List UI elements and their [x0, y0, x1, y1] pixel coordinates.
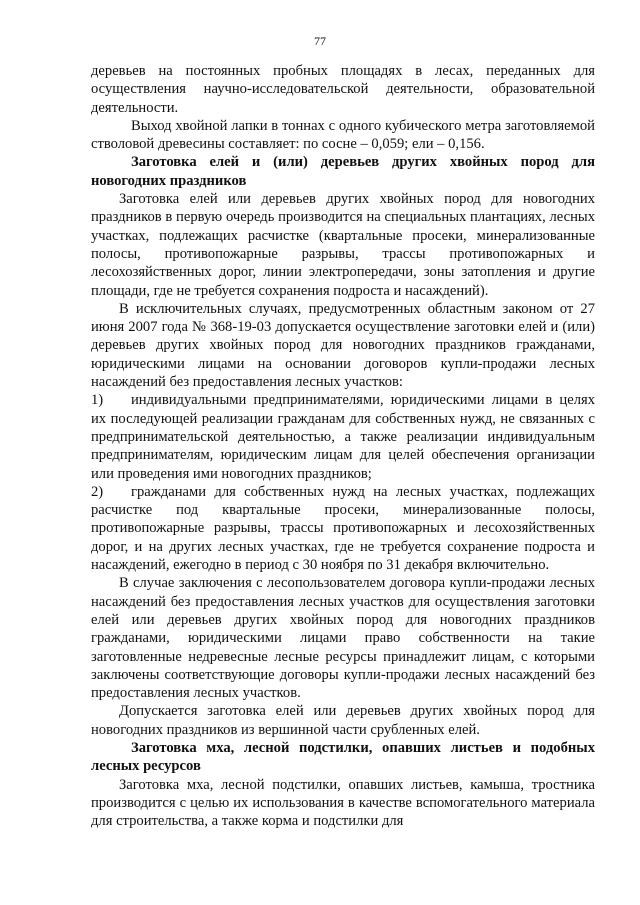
- list-item-text: гражданами для собственных нужд на лесных участках, подлежащих расчистке под квартальные просеки, минерализованные полосы, противопожарные разрывы, трассы противопожарных и лесохозяйственных дорог, и на других лесных участках, где не требуется сохранение подроста и насаждений, ежегодно в период с 30 ноября по 31 декабря включительно.: [91, 483, 595, 574]
- paragraph: Заготовка мха, лесной подстилки, опавших листьев, камыша, тростника производится с целью их использования в качестве вспомогательного материала для строительства, а также корма и подстилки для: [91, 776, 595, 830]
- list-item: [91, 483, 595, 574]
- section-heading: Заготовка елей и (или) деревьев других хвойных пород для новогодних праздников: [91, 154, 595, 189]
- paragraph: Допускается заготовка елей или деревьев других хвойных пород для новогодних праздников из вершинной части срубленных елей.: [91, 703, 595, 738]
- section-heading: Заготовка мха, лесной подстилки, опавших листьев и подобных лесных ресурсов: [91, 739, 595, 775]
- list-item-text: индивидуальными предпринимателями, юридическими лицами в целях их последующей реализации гражданам для собственных нужд, не связанных с предпринимательской деятельностью, а также реализации индивидуальным предпринимателям, юридическим лицам для целей обеспечения организации или проведения ими новогодних праздников;: [91, 392, 595, 482]
- paragraph: В исключительных случаях, предусмотренных областным законом от 27 июня 2007 года № 368-19-03 допускается осуществление заготовки елей и (или) деревьев других хвойных пород для новогодних праздников гражданами, юридическими лицами на основании договоров купли-продажи лесных насаждений без предоставления лесных участков:: [91, 300, 595, 391]
- page-body: [91, 62, 595, 830]
- list-item-marker: 2): [91, 483, 104, 500]
- paragraph: В случае заключения с лесопользователем договора купли-продажи лесных насаждений без предоставления лесных участков для осуществления заготовки елей или деревьев других хвойных пород для новогодних праздников гражданами, юридическими лицами право собственности на такие заготовленные недревесные лесные ресурсы принадлежит лицам, с которыми заключены соответствующие договоры купли-продажи лесных насаждений без предоставления лесных участков.: [91, 575, 595, 702]
- list-item-marker: 1): [91, 392, 104, 409]
- list-item: [91, 391, 595, 482]
- paragraph: деревьев на постоянных пробных площадях в лесах, переданных для осуществления научно-исследовательской деятельности, образовательной деятельности.: [91, 63, 595, 116]
- page-number: 77: [314, 34, 326, 48]
- paragraph: Выход хвойной лапки в тоннах с одного кубического метра заготовляемой стволовой древесины составляет: по сосне – 0,059; ели – 0,156.: [91, 117, 595, 153]
- paragraph: Заготовка елей или деревьев других хвойных пород для новогодних праздников в первую очередь производится на специальных плантациях, лесных участках, подлежащих расчистке (квартальные просеки, минерализованные полосы, противопожарные разрывы, трассы противопожарных и лесохозяйственных дорог, линии электропередачи, зоны затопления и другие площади, где не требуется сохранения подроста и насаждений).: [91, 191, 595, 299]
